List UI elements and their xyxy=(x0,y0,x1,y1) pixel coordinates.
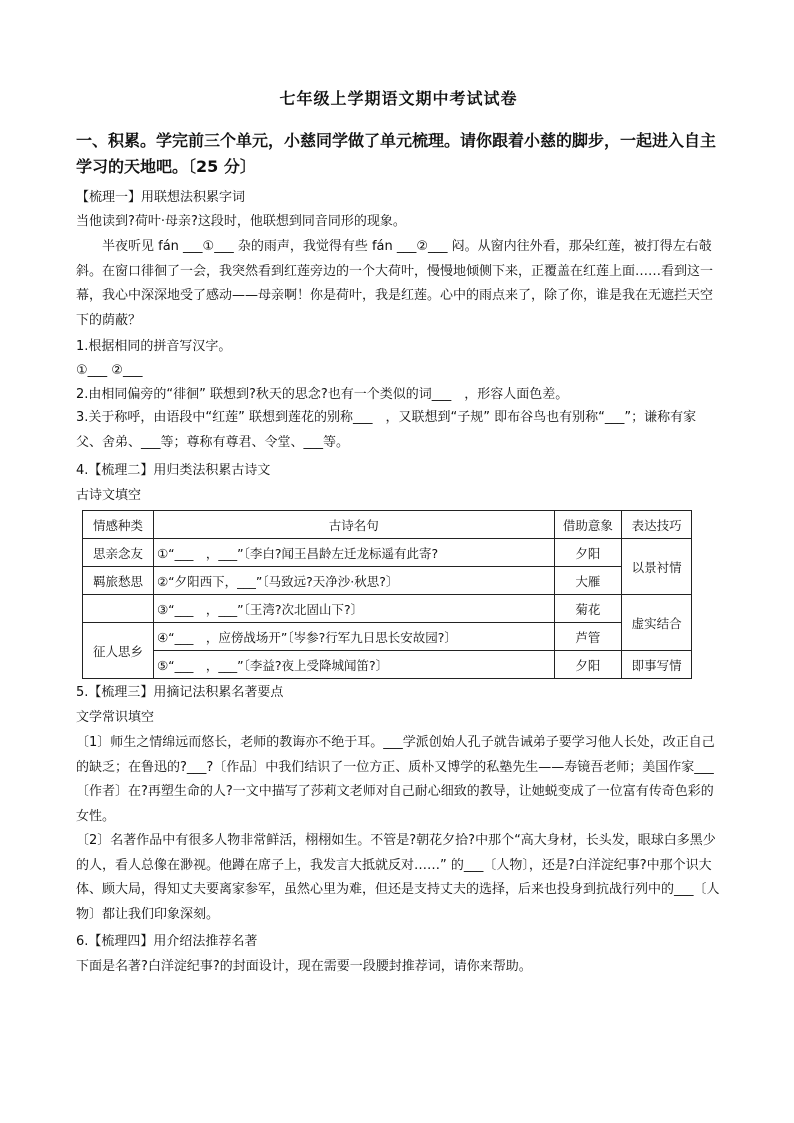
part1-header: 【梳理一】用联想法积累字词 xyxy=(76,190,246,205)
question-1-blanks: ①___ ②___ xyxy=(76,363,143,378)
image-cell: 夕阳 xyxy=(554,651,622,679)
poem-cell: ④“___ ，应傍战场开”〔岑参?行军九日思长安故园?〕 xyxy=(153,623,554,651)
table-header-row xyxy=(83,511,692,539)
technique-cell: 虚实结合 xyxy=(622,595,692,651)
poem-cell: ③“___ ，___”〔王湾?次北固山下?〕 xyxy=(153,595,554,623)
emotion-cell: 羁旅愁思 xyxy=(83,567,154,595)
poem-cell: ⑤“___ ，___”〔李益?夜上受降城闻笛?〕 xyxy=(153,651,554,679)
part4-text: 下面是名著?白洋淀纪事?的封面设计，现在需要一段腰封推荐词，请你来帮助。 xyxy=(76,959,532,974)
question-1: 1.根据相同的拼音写汉字。 xyxy=(76,339,232,354)
part3-paragraph-2: 〔2〕名著作品中有很多人物非常鲜活，栩栩如生。不管是?朝花夕拾?中那个“高大身材，长头发，眼球白多黑少的人，看人总像在渺视。他蹲在席子上，我发言大抵就反对……” 的___〔人物〕，还是?白洋淀纪事?中那个识大体、顾大局，得知丈夫要离家参军，虽然心里为难，但还是支持丈夫的选择，后来也投身到抗战行列中的___〔人物〕都让我们印象深刻。 xyxy=(76,833,720,922)
technique-cell: 即事写情 xyxy=(622,651,692,679)
page-title: 七年级上学期语文期中考试试卷 xyxy=(279,89,518,108)
table-row xyxy=(83,623,692,651)
part3-header: 5.【梳理三】用摘记法积累名著要点 xyxy=(76,685,284,700)
table-header: 情感种类 xyxy=(83,511,154,539)
image-cell: 菊花 xyxy=(554,595,622,623)
table-header: 古诗名句 xyxy=(153,511,554,539)
image-cell: 夕阳 xyxy=(554,539,622,567)
table-header: 借助意象 xyxy=(554,511,622,539)
part2-header: 4.【梳理二】用归类法积累古诗文 xyxy=(76,463,271,478)
part1-passage: 半夜听见 fán ___①___ 杂的雨声，我觉得有些 fán ___②___ 闷。从窗内往外看，那朵红莲，被打得左右攲斜。在窗口徘徊了一会，我突然看到红莲旁边的一个大荷叶，慢慢地倾侧下来，正覆盖在红莲上面……看到这一幕，我心中深深地受了感动——母亲啊！你是荷叶，我是红莲。心中的雨点来了，除了你，谁是我在无遮拦天空下的荫蔽？ xyxy=(76,239,714,328)
technique-cell: 以景衬情 xyxy=(622,539,692,595)
image-cell: 大雁 xyxy=(554,567,622,595)
part1-intro: 当他读到?荷叶·母亲?这段时，他联想到同音同形的现象。 xyxy=(76,214,406,229)
part4-header: 6.【梳理四】用介绍法推荐名著 xyxy=(76,934,258,949)
table-row xyxy=(83,651,692,679)
emotion-cell-empty xyxy=(83,595,154,623)
part3-paragraph-1: 〔1〕师生之情绵远而悠长，老师的教诲亦不绝于耳。___学派创始人孔子就告诫弟子要学习他人长处，改正自己的缺乏；在鲁迅的?___?〔作品〕中我们结识了一位方正、质朴又博学的私塾先生——寿镜吾老师；美国作家___〔作者〕在?再塑生命的人?一文中描写了莎莉文老师对自己耐心细致的教导，让她蜕变成了一位富有传奇色彩的女性。 xyxy=(76,735,715,824)
section-heading: 一、积累。学完前三个单元，小慈同学做了单元梳理。请你跟着小慈的脚步，一起进入自主学习的天地吧。〔25 分〕 xyxy=(76,131,717,176)
part3-sub: 文学常识填空 xyxy=(76,710,155,725)
table-header: 表达技巧 xyxy=(622,511,692,539)
table-row xyxy=(83,567,692,595)
poem-table xyxy=(82,510,692,679)
emotion-cell: 思亲念友 xyxy=(83,539,154,567)
question-3: 3.关于称呼，由语段中“红莲” 联想到莲花的别称___ ，又联想到“子规” 即布谷鸟也有别称“___”；谦称有家父、舍弟、___等；尊称有尊君、令堂、___等。 xyxy=(76,410,697,450)
emotion-cell: 征人思乡 xyxy=(83,623,154,679)
part2-sub: 古诗文填空 xyxy=(76,488,142,503)
question-2: 2.由相同偏旁的“徘徊” 联想到?秋天的思念?也有一个类似的词___ ，形容人面色差。 xyxy=(76,387,569,402)
poem-cell: ①“___ ，___”〔李白?闻王昌龄左迁龙标遥有此寄? xyxy=(153,539,554,567)
image-cell: 芦管 xyxy=(554,623,622,651)
table-row xyxy=(83,595,692,623)
table-row xyxy=(83,539,692,567)
poem-cell: ②“夕阳西下，___”〔马致远?天净沙·秋思?〕 xyxy=(153,567,554,595)
